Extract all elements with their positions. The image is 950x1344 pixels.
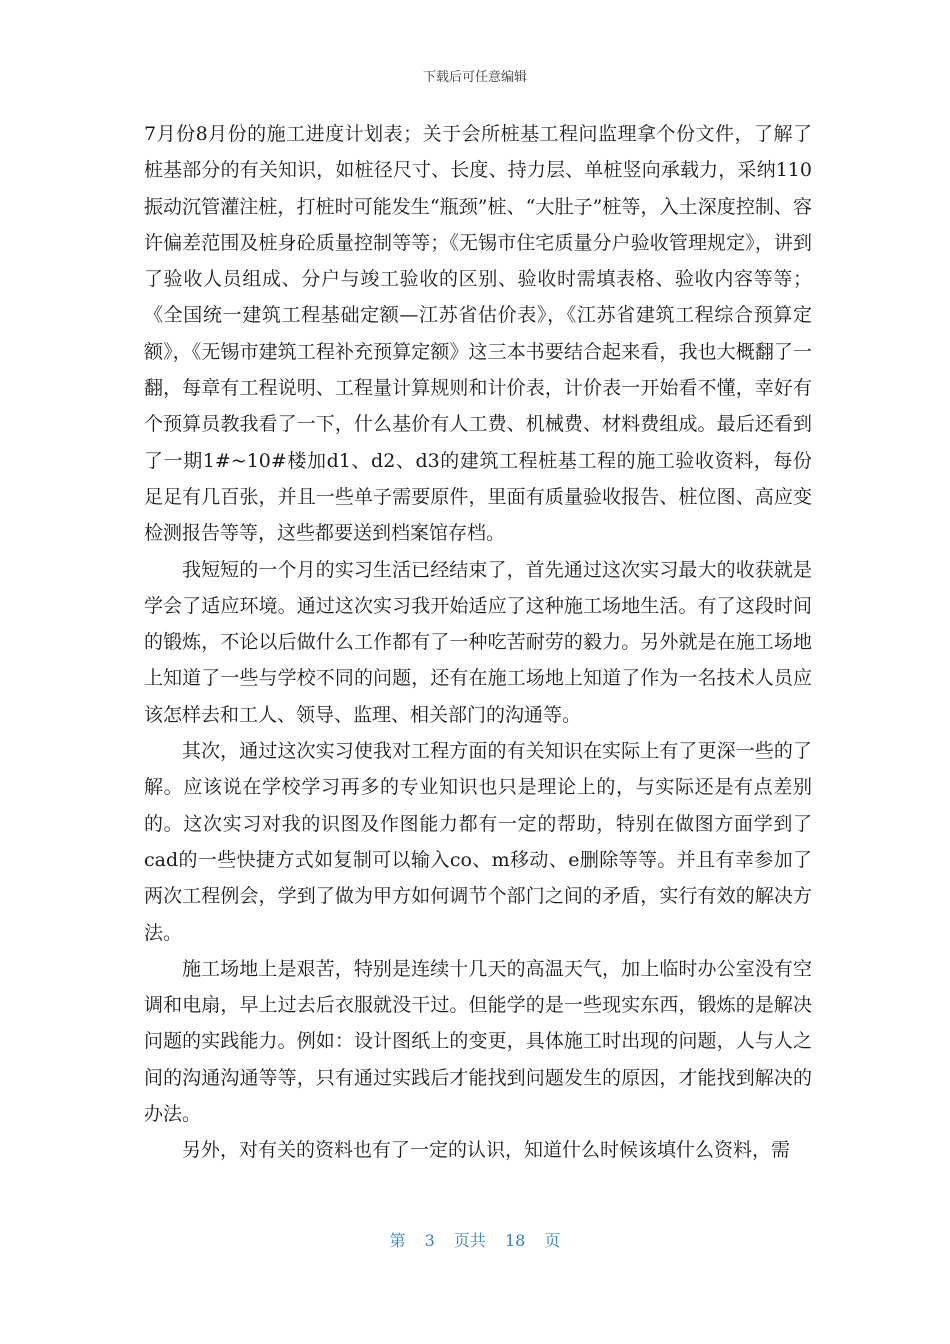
paragraph-3: 其次，通过这次实习使我对工程方面的有关知识在实际上有了更深一些的了解。应该说在学校学习再多的专业知识也只是理论上的，与实际还是有点差别的。这次实习对我的识图及作图能力都有一定的帮助，特别在做图方面学到了cad的一些快捷方式如复制可以输入co、m移动、e删除等等。并且有幸参加了两次工程例会，学到了做为甲方如何调节个部门之间的矛盾，实行有效的解决方法。 xyxy=(144,740,812,944)
page-header-note: 下载后可任意编辑 xyxy=(422,70,527,85)
document-body xyxy=(144,116,812,1169)
paragraph-2: 我短短的一个月的实习生活已经结束了，首先通过这次实习最大的收获就是学会了适应环境。通过这次实习我开始适应了这种施工场地生活。有了这段时间的锻炼，不论以后做什么工作都有了一种吃苦耐劳的毅力。另外就是在施工场地上知道了一些与学校不同的问题，还有在施工场地上知道了作为一名技术人员应该怎样去和工人、领导、监理、相关部门的沟通等。 xyxy=(144,558,812,726)
paragraph-1: 7月份8月份的施工进度计划表；关于会所桩基工程问监理拿个份文件，了解了桩基部分的有关知识，如桩径尺寸、长度、持力层、单桩竖向承载力，采纳110振动沉管灌注桩，打桩时可能发生“瓶颈”桩、“大肚子”桩等，入土深度控制、容许偏差范围及桩身砼质量控制等等；《无锡市住宅质量分户验收管理规定》，讲到了验收人员组成、分户与竣工验收的区别、验收时需填表格、验收内容等等；《全国统一建筑工程基础定额—江苏省估价表》，《江苏省建筑工程综合预算定额》，《无锡市建筑工程补充预算定额》这三本书要结合起来看，我也大概翻了一翻，每章有工程说明、工程量计算规则和计价表，计价表一开始看不懂，幸好有个预算员教我看了一下，什么基价有人工费、机械费、材料费组成。最后还看到了一期1#~10#楼加d1、d2、d3的建筑工程桩基工程的施工验收资料，每份足足有几百张，并且一些单子需要原件，里面有质量验收报告、桩位图、高应变检测报告等等，这些都要送到档案馆存档。 xyxy=(144,123,812,545)
page-number-footer: 第 3 页共 18 页 xyxy=(389,1231,561,1250)
paragraph-4: 施工场地上是艰苦，特别是连续十几天的高温天气，加上临时办公室没有空调和电扇，早上过去后衣服就没干过。但能学的是一些现实东西，锻炼的是解决问题的实践能力。例如：设计图纸上的变更，具体施工时出现的问题，人与人之间的沟通沟通等等，只有通过实践后才能找到问题发生的原因，才能找到解决的办法。 xyxy=(144,957,812,1126)
paragraph-5: 另外，对有关的资料也有了一定的认识，知道什么时候该填什么资料，需 xyxy=(182,1139,791,1162)
